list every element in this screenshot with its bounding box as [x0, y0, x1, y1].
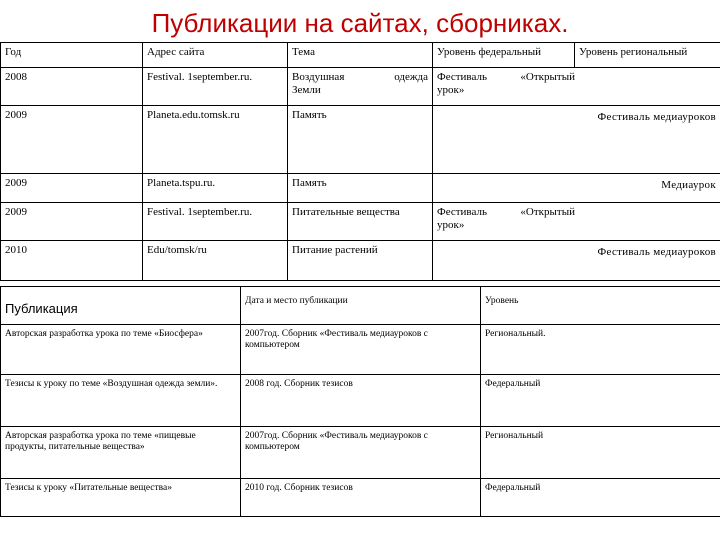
cell-topic	[288, 68, 433, 106]
header-federal: Уровень федеральный	[433, 43, 575, 68]
header-topic: Тема	[288, 43, 433, 68]
cell-topic: Питание растений	[288, 241, 433, 281]
cell-site: Festival. 1september.ru.	[143, 68, 288, 106]
header-site: Адрес сайта	[143, 43, 288, 68]
topic-word: одежда	[394, 71, 428, 83]
header-publication: Публикация	[1, 287, 241, 325]
cell-publication: Тезисы к уроку по теме «Воздушная одежда земли».	[1, 375, 241, 427]
header-year: Год	[1, 43, 143, 68]
table-header-row	[1, 287, 720, 325]
federal-word: Фестиваль	[437, 206, 487, 218]
table-row	[1, 241, 720, 281]
federal-word: «Открытый	[520, 206, 575, 218]
publications-table	[0, 286, 720, 517]
header-regional: Уровень региональный	[575, 43, 720, 68]
cell-level: Региональный	[481, 427, 720, 479]
page-title: Публикации на сайтах, сборниках.	[151, 8, 569, 38]
cell-level: Федеральный	[481, 479, 720, 517]
table-row	[1, 375, 720, 427]
cell-year: 2009	[1, 174, 143, 203]
cell-date-place: 2010 год. Сборник тезисов	[241, 479, 481, 517]
cell-site: Planeta.tspu.ru.	[143, 174, 288, 203]
cell-topic: Питательные вещества	[288, 203, 433, 241]
cell-federal	[433, 68, 720, 106]
table-row	[1, 106, 720, 174]
federal-word: Фестиваль	[437, 71, 487, 83]
topic-word: Земли	[292, 84, 321, 96]
cell-regional: Фестиваль медиауроков	[433, 241, 720, 281]
topic-word: Воздушная	[292, 71, 345, 83]
header-level: Уровень	[481, 287, 720, 325]
table-row	[1, 325, 720, 375]
federal-word: урок»	[437, 219, 465, 231]
cell-federal	[433, 203, 720, 241]
cell-site: Festival. 1september.ru.	[143, 203, 288, 241]
cell-year: 2009	[1, 203, 143, 241]
header-date-place: Дата и место публикации	[241, 287, 481, 325]
cell-site: Edu/tomsk/ru	[143, 241, 288, 281]
federal-word: «Открытый	[520, 71, 575, 83]
cell-publication: Тезисы к уроку «Питательные вещества»	[1, 479, 241, 517]
table-row	[1, 427, 720, 479]
table-row	[1, 68, 720, 106]
table-row	[1, 174, 720, 203]
cell-regional: Фестиваль медиауроков	[433, 106, 720, 174]
table-header-row	[1, 43, 720, 68]
cell-date-place: 2008 год. Сборник тезисов	[241, 375, 481, 427]
cell-publication: Авторская разработка урока по теме «пищевые продукты, питательные вещества»	[1, 427, 241, 479]
cell-year: 2008	[1, 68, 143, 106]
table-row	[1, 203, 720, 241]
cell-date-place: 2007год. Сборник «Фестиваль медиауроков с компьютером	[241, 427, 481, 479]
table-row	[1, 479, 720, 517]
sites-table	[0, 42, 720, 281]
cell-year: 2009	[1, 106, 143, 174]
cell-topic: Память	[288, 174, 433, 203]
cell-regional: Медиаурок	[433, 174, 720, 203]
federal-word: урок»	[437, 84, 465, 96]
cell-year: 2010	[1, 241, 143, 281]
cell-topic: Память	[288, 106, 433, 174]
cell-level: Федеральный	[481, 375, 720, 427]
cell-site: Planeta.edu.tomsk.ru	[143, 106, 288, 174]
cell-level: Региональный.	[481, 325, 720, 375]
cell-date-place: 2007год. Сборник «Фестиваль медиауроков с компьютером	[241, 325, 481, 375]
cell-publication: Авторская разработка урока по теме «Биосфера»	[1, 325, 241, 375]
